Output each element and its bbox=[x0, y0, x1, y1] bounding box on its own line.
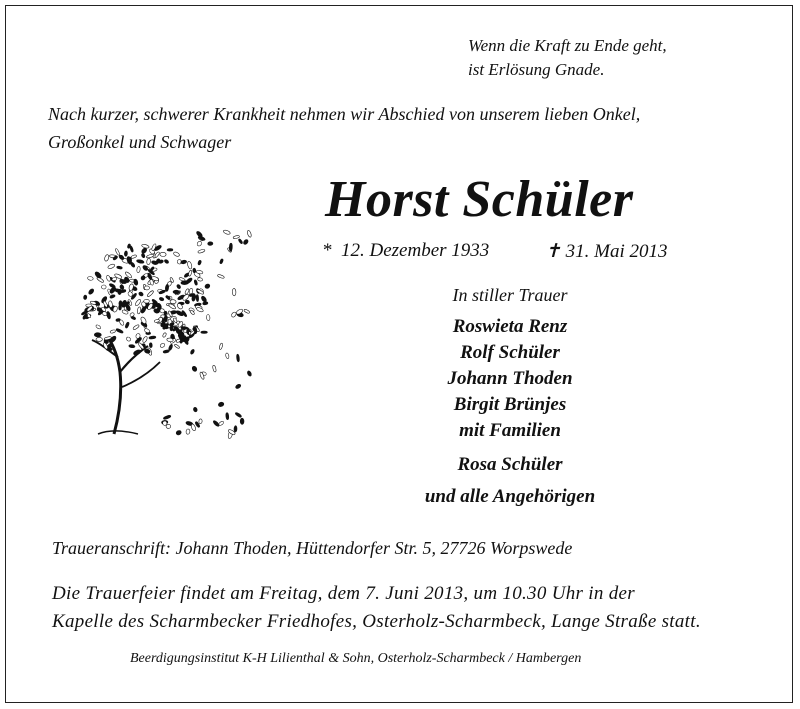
motto bbox=[468, 34, 667, 82]
intro-text bbox=[48, 100, 640, 156]
mourner-rolf-schueler: Rolf Schüler bbox=[460, 342, 560, 363]
mourning-title: In stiller Trauer bbox=[452, 285, 568, 305]
mourning-address: Traueranschrift: Johann Thoden, Hüttendorfer Str. 5, 27726 Worpswede bbox=[52, 538, 573, 558]
birth-date-line bbox=[322, 240, 489, 262]
motto-line-2: ist Erlösung Gnade. bbox=[468, 60, 605, 79]
mourner-group-3 bbox=[360, 484, 660, 510]
undertaker-info: Beerdigungsinstitut K-H Lilienthal & Sohn, Osterholz-Scharmbeck / Hambergen bbox=[130, 651, 582, 666]
ceremony-line-2: Kapelle des Scharmbecker Friedhofes, Osterholz-Scharmbeck, Lange Straße statt. bbox=[52, 611, 701, 632]
mourner-roswieta-renz: Roswieta Renz bbox=[452, 316, 568, 337]
mourner-group-2 bbox=[360, 452, 660, 478]
mourner-rosa-schueler: Rosa Schüler bbox=[457, 454, 563, 475]
mourner-all-relatives: und alle Angehörigen bbox=[424, 486, 596, 507]
intro-line-1: Nach kurzer, schwerer Krankheit nehmen wir Abschied von unserem lieben Onkel, bbox=[48, 104, 641, 124]
mourner-group-1 bbox=[360, 314, 660, 444]
mourner-birgit-bruenjes: Birgit Brünjes bbox=[453, 394, 567, 415]
deceased-name: Horst Schüler bbox=[325, 171, 634, 228]
motto-line-1: Wenn die Kraft zu Ende geht, bbox=[468, 36, 667, 55]
death-date: 31. Mai 2013 bbox=[565, 241, 668, 262]
ceremony-info bbox=[52, 580, 701, 636]
birth-symbol: * bbox=[322, 240, 332, 261]
ceremony-line-1: Die Trauerfeier findet am Freitag, dem 7. Juni 2013, um 10.30 Uhr in der bbox=[52, 583, 635, 604]
mourner-with-families: mit Familien bbox=[459, 420, 561, 441]
death-symbol: ✝ bbox=[545, 241, 561, 262]
death-date-line bbox=[545, 240, 668, 263]
mourner-johann-thoden: Johann Thoden bbox=[447, 368, 573, 389]
birth-date: 12. Dezember 1933 bbox=[341, 240, 490, 261]
windblown-tree-illustration bbox=[62, 212, 252, 440]
intro-line-2: Großonkel und Schwager bbox=[48, 132, 232, 152]
